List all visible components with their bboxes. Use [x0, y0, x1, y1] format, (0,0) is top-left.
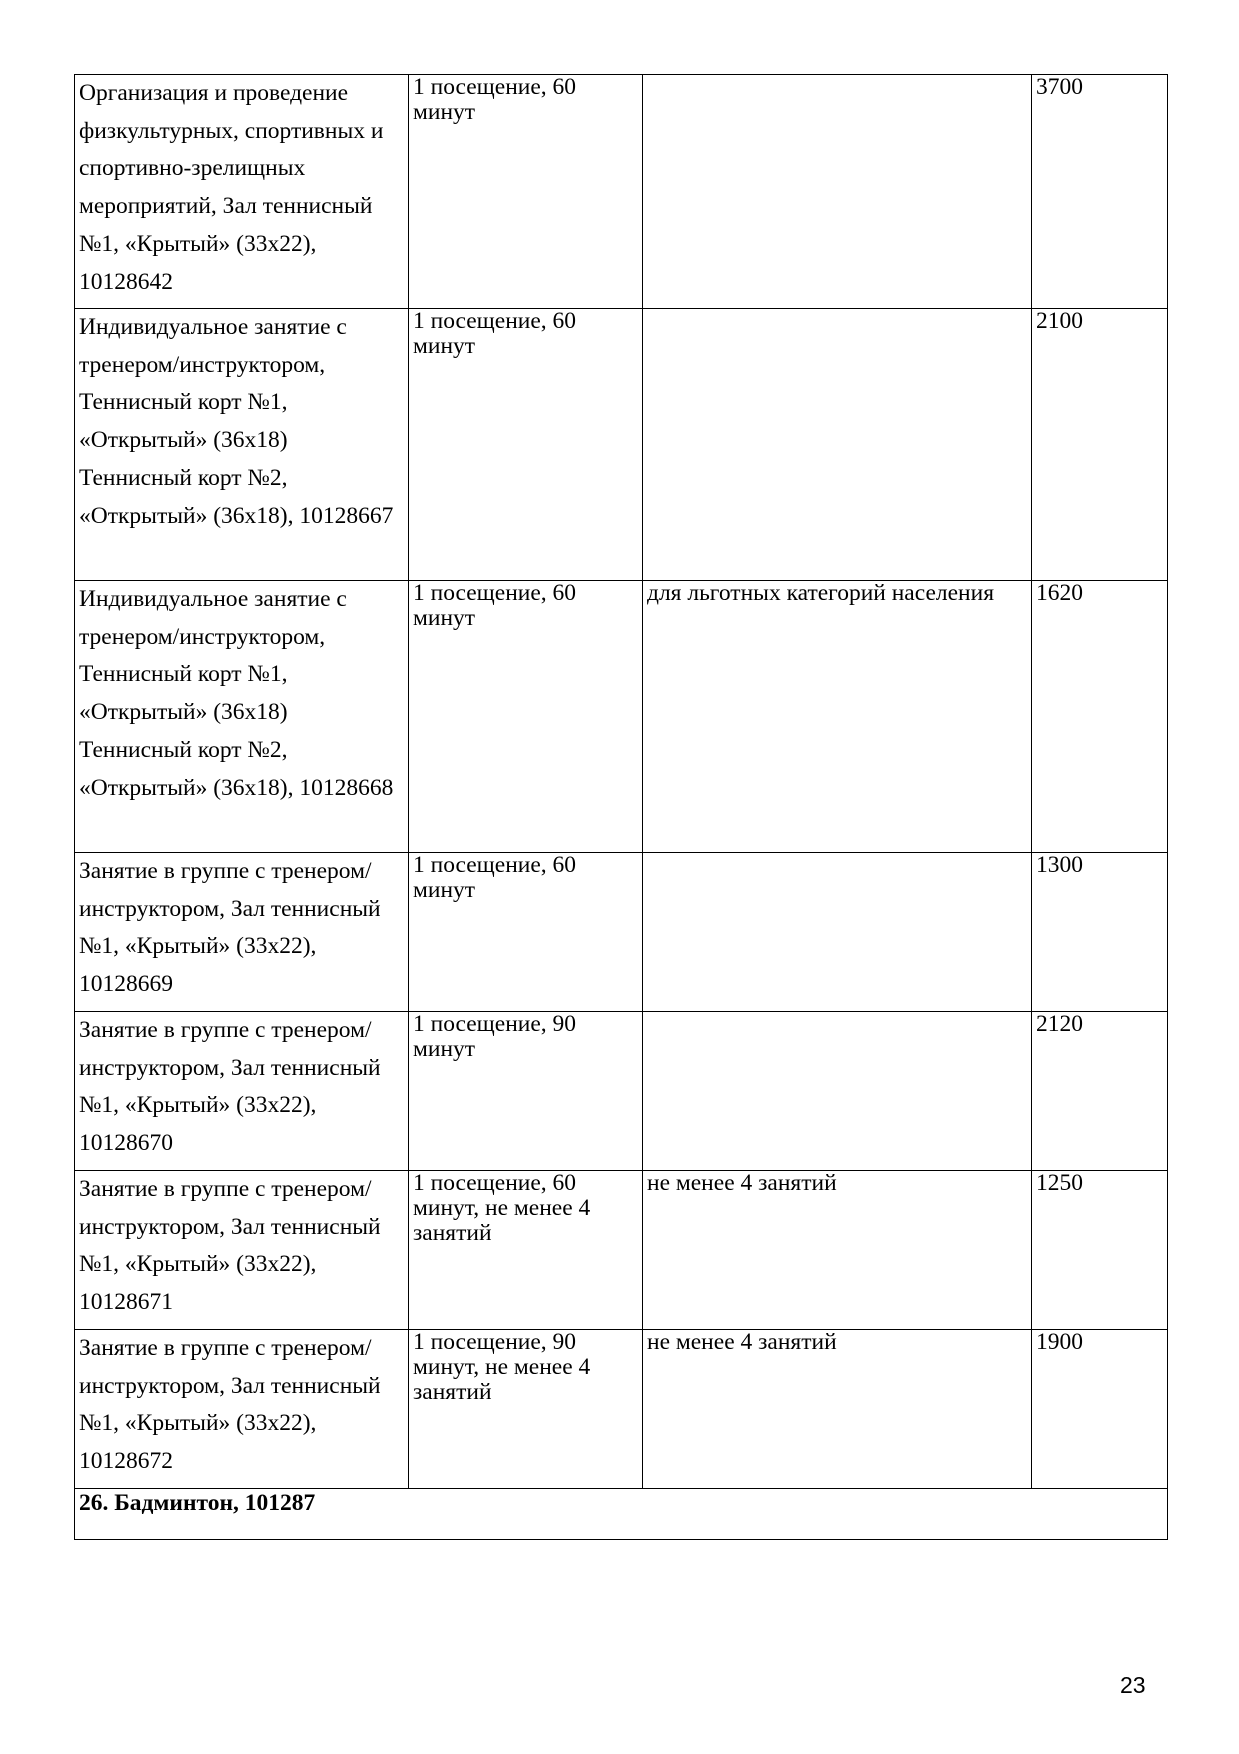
- price-cell: 3700: [1032, 75, 1168, 309]
- price-cell: 2120: [1032, 1012, 1168, 1171]
- note-cell: не менее 4 занятий: [643, 1330, 1032, 1489]
- note-cell: для льготных категорий населения: [643, 581, 1032, 853]
- price-table: [74, 74, 1168, 1540]
- note-cell: [643, 75, 1032, 309]
- unit-cell: 1 посещение, 90 минут, не менее 4 занятий: [409, 1330, 643, 1489]
- unit-cell: 1 посещение, 60 минут: [409, 309, 643, 581]
- unit-cell: 1 посещение, 60 минут: [409, 581, 643, 853]
- page-number: 23: [1120, 1672, 1146, 1698]
- note-cell: [643, 853, 1032, 1012]
- service-cell: Занятие в группе с тренером/инструктором, Зал теннисный №1, «Крытый» (33х22), 10128671: [75, 1171, 409, 1330]
- table-row: [75, 309, 1168, 581]
- table-row: [75, 75, 1168, 309]
- section-row: [75, 1489, 1168, 1540]
- table-row: [75, 853, 1168, 1012]
- price-cell: 1620: [1032, 581, 1168, 853]
- service-cell: Организация и проведение физкультурных, спортивных и спортивно-зрелищных мероприятий, Зал теннисный №1, «Крытый» (33х22), 10128642: [75, 75, 409, 309]
- table-row: [75, 1330, 1168, 1489]
- price-cell: 1900: [1032, 1330, 1168, 1489]
- service-cell: Занятие в группе с тренером/инструктором, Зал теннисный №1, «Крытый» (33х22), 10128672: [75, 1330, 409, 1489]
- unit-cell: 1 посещение, 60 минут: [409, 853, 643, 1012]
- unit-cell: 1 посещение, 60 минут: [409, 75, 643, 309]
- unit-cell: 1 посещение, 60 минут, не менее 4 занятий: [409, 1171, 643, 1330]
- note-cell: не менее 4 занятий: [643, 1171, 1032, 1330]
- note-cell: [643, 1012, 1032, 1171]
- service-cell: Занятие в группе с тренером/инструктором, Зал теннисный №1, «Крытый» (33х22), 10128670: [75, 1012, 409, 1171]
- table-row: [75, 581, 1168, 853]
- service-cell: Занятие в группе с тренером/инструктором, Зал теннисный №1, «Крытый» (33х22), 10128669: [75, 853, 409, 1012]
- price-cell: 2100: [1032, 309, 1168, 581]
- service-cell: Индивидуальное занятие с тренером/инструктором, Теннисный корт №1, «Открытый» (36х18) Теннисный корт №2, «Открытый» (36х18), 10128667: [75, 309, 409, 581]
- unit-cell: 1 посещение, 90 минут: [409, 1012, 643, 1171]
- service-cell: Индивидуальное занятие с тренером/инструктором, Теннисный корт №1, «Открытый» (36х18) Теннисный корт №2, «Открытый» (36х18), 10128668: [75, 581, 409, 853]
- note-cell: [643, 309, 1032, 581]
- price-cell: 1300: [1032, 853, 1168, 1012]
- table-row: [75, 1171, 1168, 1330]
- table-row: [75, 1012, 1168, 1171]
- section-title: 26. Бадминтон, 101287: [75, 1489, 1168, 1540]
- price-cell: 1250: [1032, 1171, 1168, 1330]
